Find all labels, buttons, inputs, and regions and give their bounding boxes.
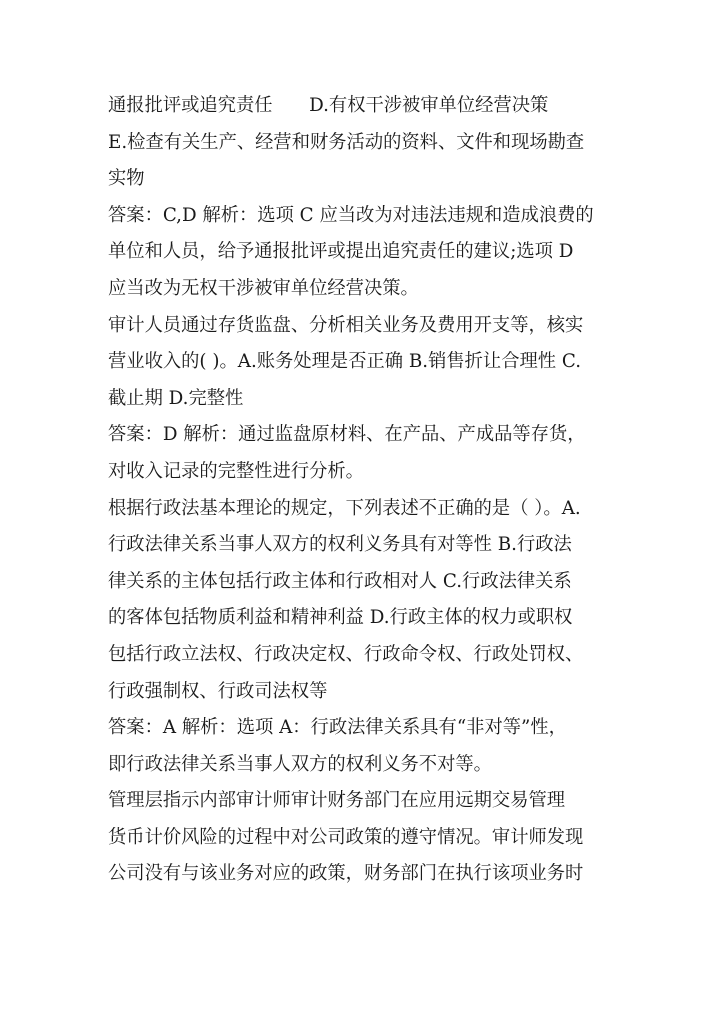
text-line: 截止期 D.完整性 — [108, 387, 244, 409]
question-line: 审计人员通过存货监盘、分析相关业务及费用开支等，核实 — [108, 314, 584, 336]
document-body — [108, 88, 618, 893]
answer-line: 答案：C,D 解析：选项 C 应当改为对违法违规和造成浪费的 — [108, 204, 594, 226]
text-line: 包括行政立法权、行政决定权、行政命令权、行政处罚权、 — [108, 643, 584, 665]
answer-line: 答案：D 解析：通过监盘原材料、在产品、产成品等存货， — [108, 424, 586, 446]
text-line: 的客体包括物质利益和精神利益 D.行政主体的权力或职权 — [108, 607, 573, 629]
text-line: 行政法律关系当事人双方的权利义务具有对等性 B.行政法 — [108, 534, 572, 556]
text-line: 货币计价风险的过程中对公司政策的遵守情况。审计师发现 — [108, 826, 584, 848]
text-line: 应当改为无权干涉被审单位经营决策。 — [108, 277, 419, 299]
question-line: 根据行政法基本理论的规定，下列表述不正确的是（ ）。A. — [108, 497, 581, 519]
text-line: 公司没有与该业务对应的政策，财务部门在执行该项业务时 — [108, 863, 584, 885]
text-line: E.检查有关生产、经营和财务活动的资料、文件和现场勘查 — [108, 131, 585, 153]
answer-line: 答案：A 解析：选项 A：行政法律关系具有“非对等”性， — [108, 717, 567, 739]
text-line: 对收入记录的完整性进行分析。 — [108, 460, 364, 482]
text-line: 实物 — [108, 168, 145, 190]
text-line: 营业收入的( )。A.账务处理是否正确 B.销售折让合理性 C. — [108, 351, 582, 373]
text-line: 即行政法律关系当事人双方的权利义务不对等。 — [108, 753, 492, 775]
text-line: 行政强制权、行政司法权等 — [108, 680, 328, 702]
text-line: 通报批评或追究责任 D.有权干涉被审单位经营决策 — [108, 95, 549, 116]
question-line: 管理层指示内部审计师审计财务部门在应用远期交易管理 — [108, 790, 566, 812]
text-line: 单位和人员，给予通报批评或提出追究责任的建议;选项 D — [108, 241, 574, 263]
text-line: 律关系的主体包括行政主体和行政相对人 C.行政法律关系 — [108, 570, 572, 592]
